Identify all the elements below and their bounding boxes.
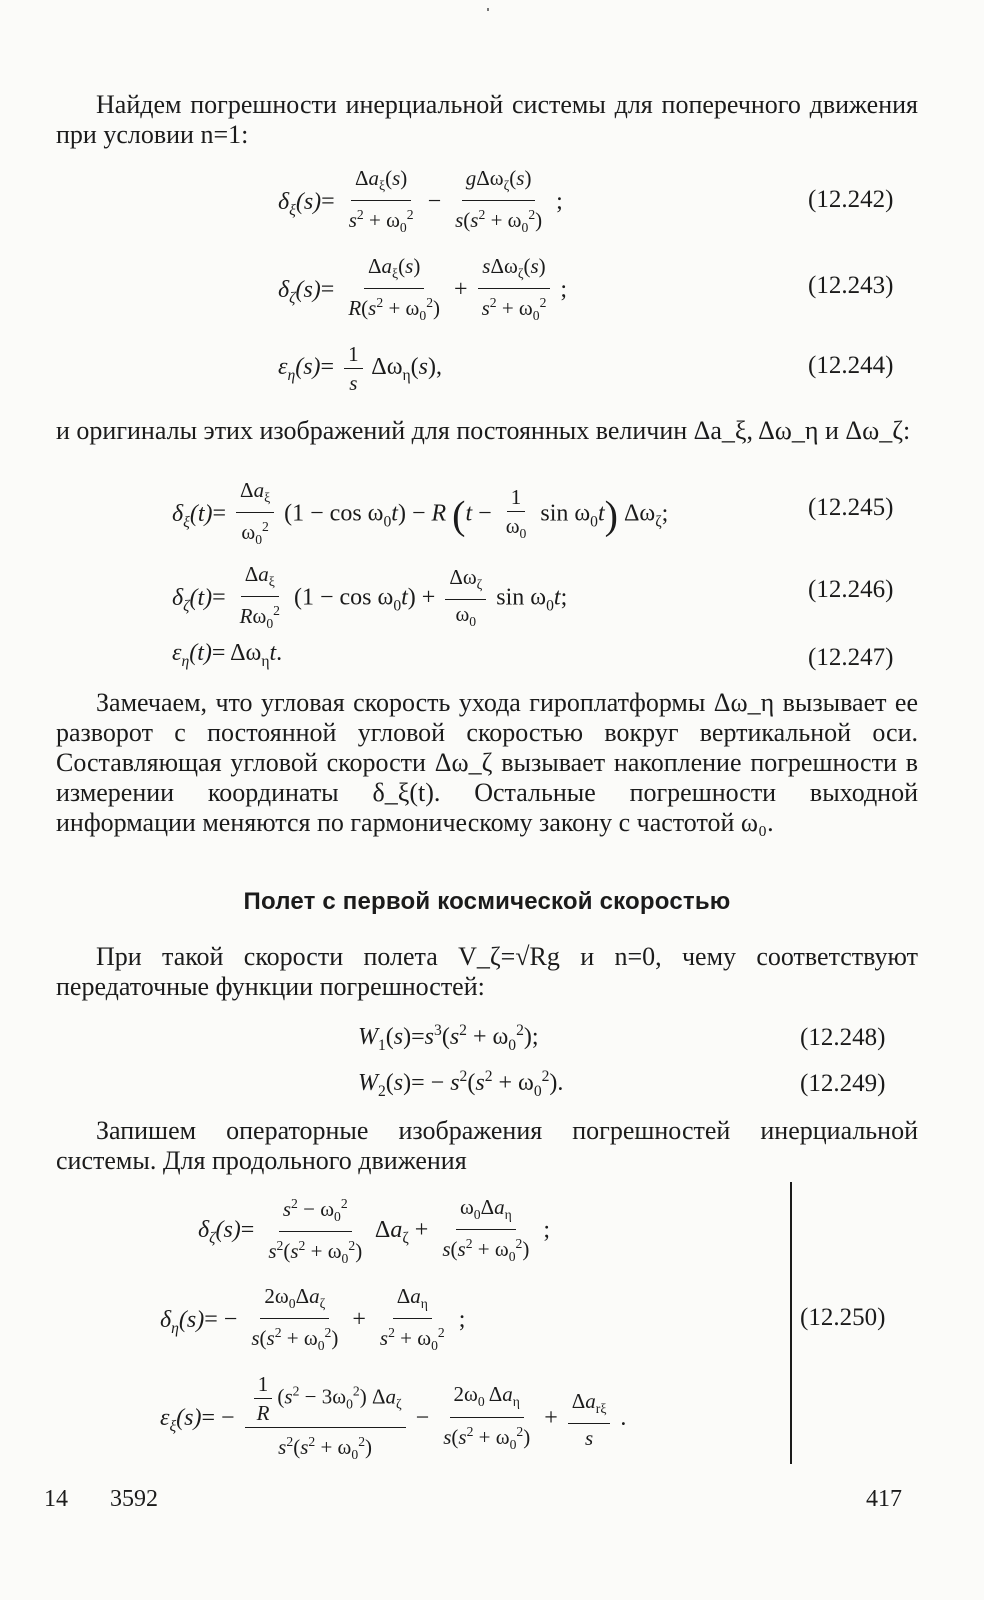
- equation-12-243: $\delta_\zeta(s)=$ $\frac{\Delta a_\xi(s)}{R(s^2 + \omega_0^2)}$ + $\frac{s\Delta\omega_\zeta(s)}{s^2 + \omega_0^2}$ ;: [278, 254, 568, 324]
- equation-12-247: $\varepsilon_\eta(t)= \Delta\omega_\eta t$.: [172, 640, 283, 670]
- page-number: 417: [866, 1486, 902, 1512]
- equation-12-250-line-2: $\delta_\eta(s)=$ − $\frac{2\omega_0\Delta a_\zeta}{s(s^2 + \omega_0^2)}$ + $\frac{\Delta a_\eta}{s^2 + \omega_0^2}$ ;: [160, 1284, 466, 1354]
- equation-12-246: $\delta_\zeta(t)=$ $\frac{\Delta a_\xi}{R\omega_0^2}$ $(1 - \cos \omega_0t)$ + $\frac{\Delta\omega_\zeta}{\omega_0}$ $\sin \omega_0t$;: [172, 562, 568, 632]
- equation-12-249: $W_2(s)= - s^2(s^2 + \omega_0^2)$.: [358, 1068, 564, 1100]
- footer-signature-mark: 14: [44, 1486, 68, 1512]
- paragraph-intro-text: Найдем погрешности инерциальной системы для поперечного движения при условии n=1:: [56, 90, 918, 149]
- paragraph-operator-images-text: Запишем операторные изображения погрешностей инерциальной системы. Для продольного движения: [56, 1116, 918, 1175]
- equation-number-12-243: (12.243): [808, 272, 894, 299]
- paragraph-originals: [56, 416, 918, 446]
- equation-system-brace: [778, 1182, 792, 1464]
- equation-12-248: $W_1(s)=s^3(s^2 + \omega_0^2)$;: [358, 1022, 539, 1054]
- equation-number-12-249: (12.249): [800, 1070, 886, 1097]
- paragraph-intro: [56, 90, 918, 150]
- equation-number-12-242: (12.242): [808, 186, 894, 213]
- equation-number-12-248: (12.248): [800, 1024, 886, 1051]
- equation-12-242: $\delta_\xi(s)=$ $\frac{\Delta a_\xi(s)}{s^2 + \omega_0^2}$ − $\frac{g\Delta\omega_\zeta(s)}{s(s^2 + \omega_0^2)}$ ;: [278, 166, 563, 236]
- equation-12-244: $\varepsilon_\eta(s)=$ $\frac{1}{s}$ $\Delta\omega_\eta(s)$,: [278, 342, 442, 395]
- equation-number-12-247: (12.247): [808, 644, 894, 671]
- paragraph-remarks-text: Замечаем, что угловая скорость ухода гироплатформы Δω_η вызывает ее разворот с постоянной угловой скоростью вокруг вертикальной оси. Составляющая угловой скорости Δω_ζ вызывает накопление погрешности в измерении координаты δ_ξ(t). Остальные погрешности выходной информации меняются по гармоническому закону с частотой ω₀.: [56, 688, 918, 837]
- equation-12-245: $\delta_\xi(t)=$ $\frac{\Delta a_\xi}{\omega_0^2}$ $(1 - \cos \omega_0t) - R$ (t − $\frac{1}{\omega_0}$ $\sin \omega_0t$) $\Delta\omega_\zeta$;: [172, 478, 669, 548]
- equation-number-12-250: (12.250): [800, 1304, 886, 1331]
- paragraph-first-cosmic-velocity-text: При такой скорости полета V_ζ=√Rg и n=0, чему соответствуют передаточные функции погрешностей:: [56, 942, 918, 1001]
- paragraph-remarks: [56, 688, 918, 838]
- paragraph-operator-images: [56, 1116, 918, 1176]
- scan-speck: [487, 8, 489, 11]
- equation-12-250-line-3: $\varepsilon_\xi(s)=$ − $\frac{1}{R}$ $(s^2 - 3\omega_0^2)$ $\Delta a_\zeta$ $s^2(s^2 + \omega_0^2)$ − $\frac{2\omega_0 \Delta a_\eta}{s(s^2 + \omega_0^2)}$ + $\frac{\Delta a_{r\xi}}{s}$ .: [160, 1372, 627, 1463]
- equation-12-250-line-1: $\delta_\zeta(s)=$ $\frac{s^2 - \omega_0^2}{s^2(s^2 + \omega_0^2)}$ $\Delta a_\zeta$ + $\frac{\omega_0\Delta a_\eta}{s(s^2 + \omega_0^2)}$ ;: [198, 1192, 550, 1271]
- equation-number-12-245: (12.245): [808, 494, 894, 521]
- section-heading: Полет с первой космической скоростью: [243, 888, 731, 915]
- footer-print-code: 3592: [110, 1486, 158, 1512]
- paragraph-first-cosmic-velocity: [56, 942, 918, 1002]
- equation-number-12-246: (12.246): [808, 576, 894, 603]
- equation-number-12-244: (12.244): [808, 352, 894, 379]
- paragraph-originals-text: и оригиналы этих изображений для постоянных величин Δa_ξ, Δω_η и Δω_ζ:: [56, 416, 911, 445]
